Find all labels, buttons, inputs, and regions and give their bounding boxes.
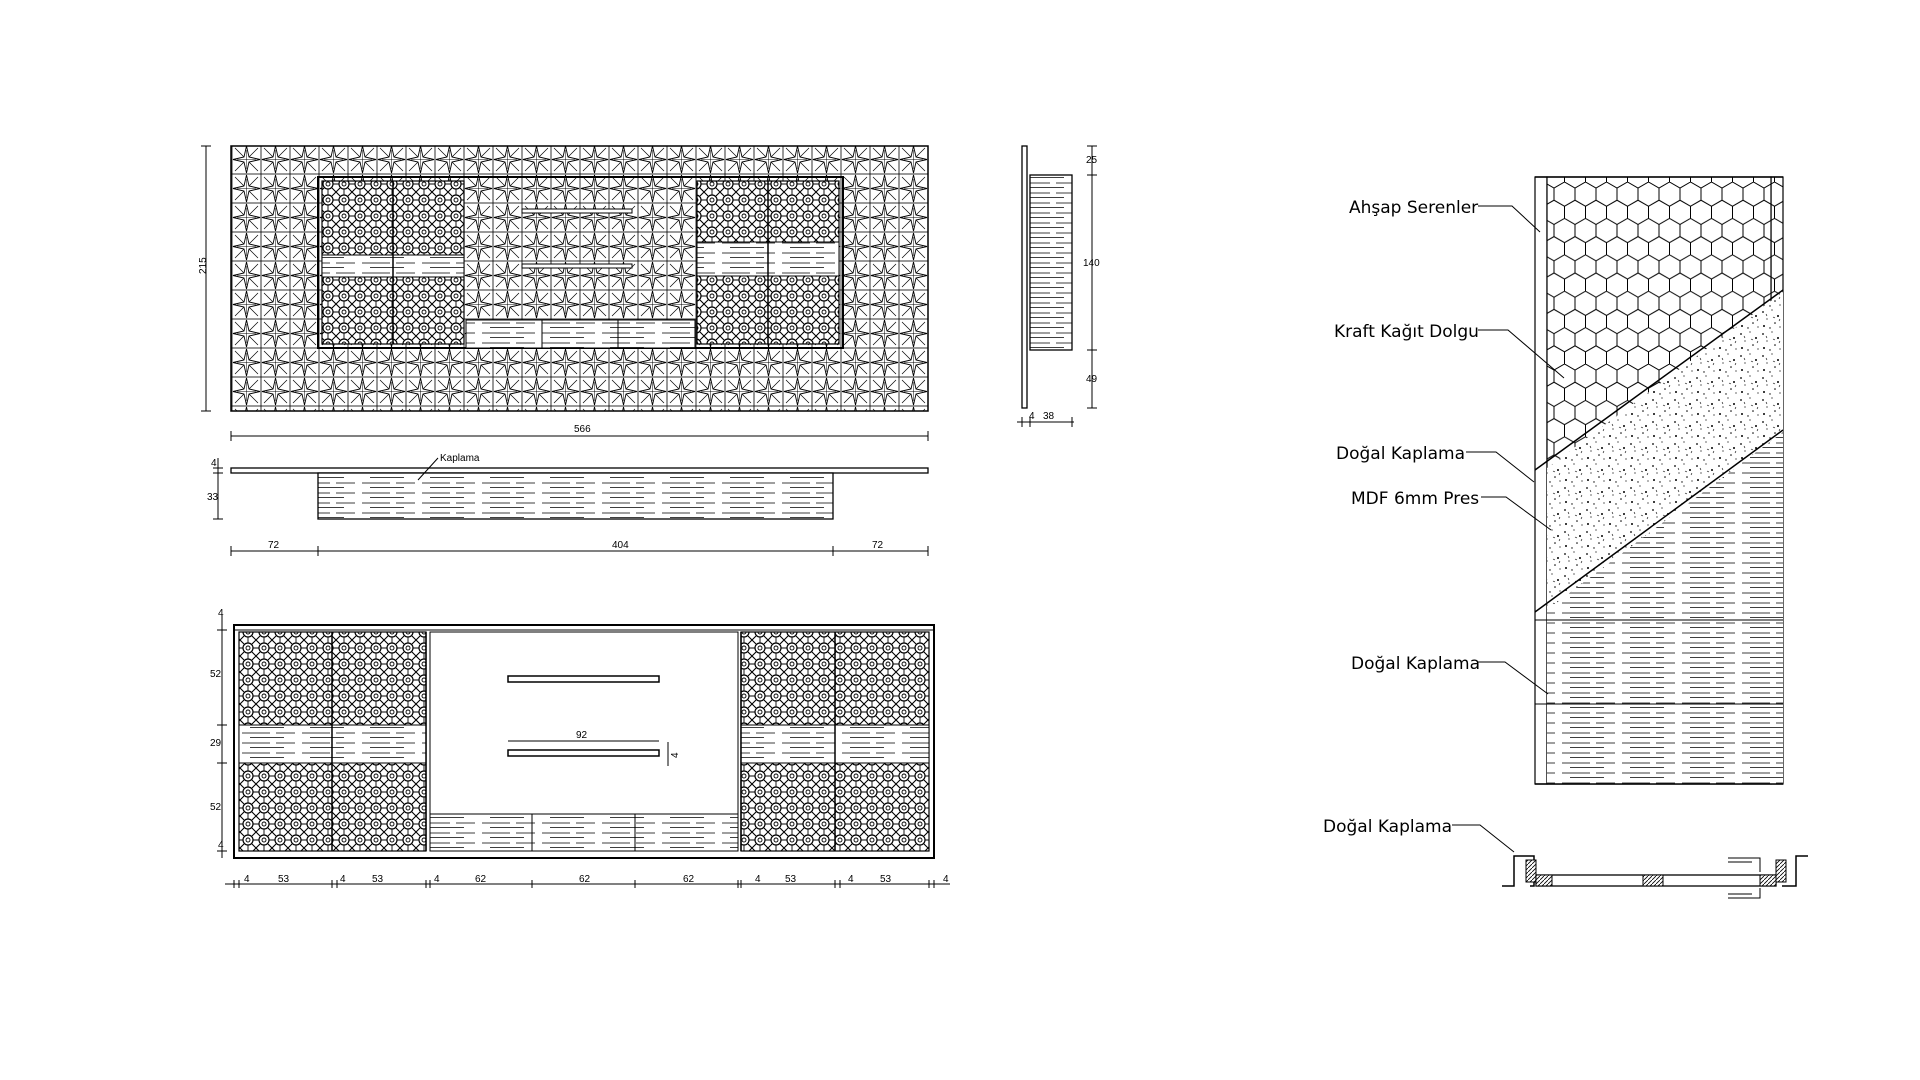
side-dim-top: 25 — [1086, 155, 1098, 166]
label-mdf: MDF 6mm Pres — [1351, 489, 1480, 509]
shelf-thick-dim: 4 — [670, 752, 681, 758]
bottom-dim-0: 4 — [244, 874, 250, 885]
side-dim-mid: 140 — [1083, 258, 1100, 269]
top-view — [207, 453, 928, 556]
top-right-dim: 72 — [872, 540, 884, 551]
label-dogal-kaplama-3: Doğal Kaplama — [1323, 817, 1453, 837]
bottom-dim-3: 53 — [372, 874, 384, 885]
label-kraft-kagit: Kraft Kağıt Dolgu — [1334, 322, 1479, 342]
side-dim-w1: 4 — [1029, 411, 1035, 422]
side-dim-w2: 38 — [1043, 411, 1055, 422]
side-section — [1017, 146, 1100, 427]
top-depth-dim: 33 — [207, 492, 219, 503]
bottom-dim-4: 4 — [434, 874, 440, 885]
left-dim-2: 29 — [210, 738, 222, 749]
left-dim-1: 52 — [210, 669, 222, 680]
left-dim-4: 4 — [218, 840, 224, 851]
plan-detail — [1502, 856, 1808, 898]
label-dogal-kaplama-2: Doğal Kaplama — [1351, 654, 1481, 674]
front-height-dim: 215 — [198, 257, 209, 274]
label-ahsap-serenler: Ahşap Serenler — [1349, 198, 1479, 218]
bottom-dim-7: 62 — [683, 874, 695, 885]
front-width-dim: 566 — [574, 424, 591, 435]
bottom-dim-5: 62 — [475, 874, 487, 885]
label-dogal-kaplama-1: Doğal Kaplama — [1336, 444, 1466, 464]
top-thick-dim: 4 — [211, 458, 217, 469]
bottom-dim-11: 53 — [880, 874, 892, 885]
shelf-dim: 92 — [576, 730, 588, 741]
front-elevation — [198, 146, 928, 441]
bottom-dim-1: 53 — [278, 874, 290, 885]
lower-elevation — [210, 608, 950, 888]
material-detail — [1323, 177, 1783, 852]
bottom-dim-12: 4 — [943, 874, 949, 885]
top-left-dim: 72 — [268, 540, 280, 551]
bottom-dim-9: 53 — [785, 874, 797, 885]
left-dim-0: 4 — [218, 608, 224, 619]
left-dim-3: 52 — [210, 802, 222, 813]
side-dim-bot: 49 — [1086, 374, 1098, 385]
bottom-dim-6: 62 — [579, 874, 591, 885]
bottom-dim-2: 4 — [340, 874, 346, 885]
kaplama-label: Kaplama — [440, 453, 480, 464]
bottom-dim-8: 4 — [755, 874, 761, 885]
top-mid-dim: 404 — [612, 540, 629, 551]
bottom-dims — [244, 874, 949, 885]
bottom-dim-10: 4 — [848, 874, 854, 885]
